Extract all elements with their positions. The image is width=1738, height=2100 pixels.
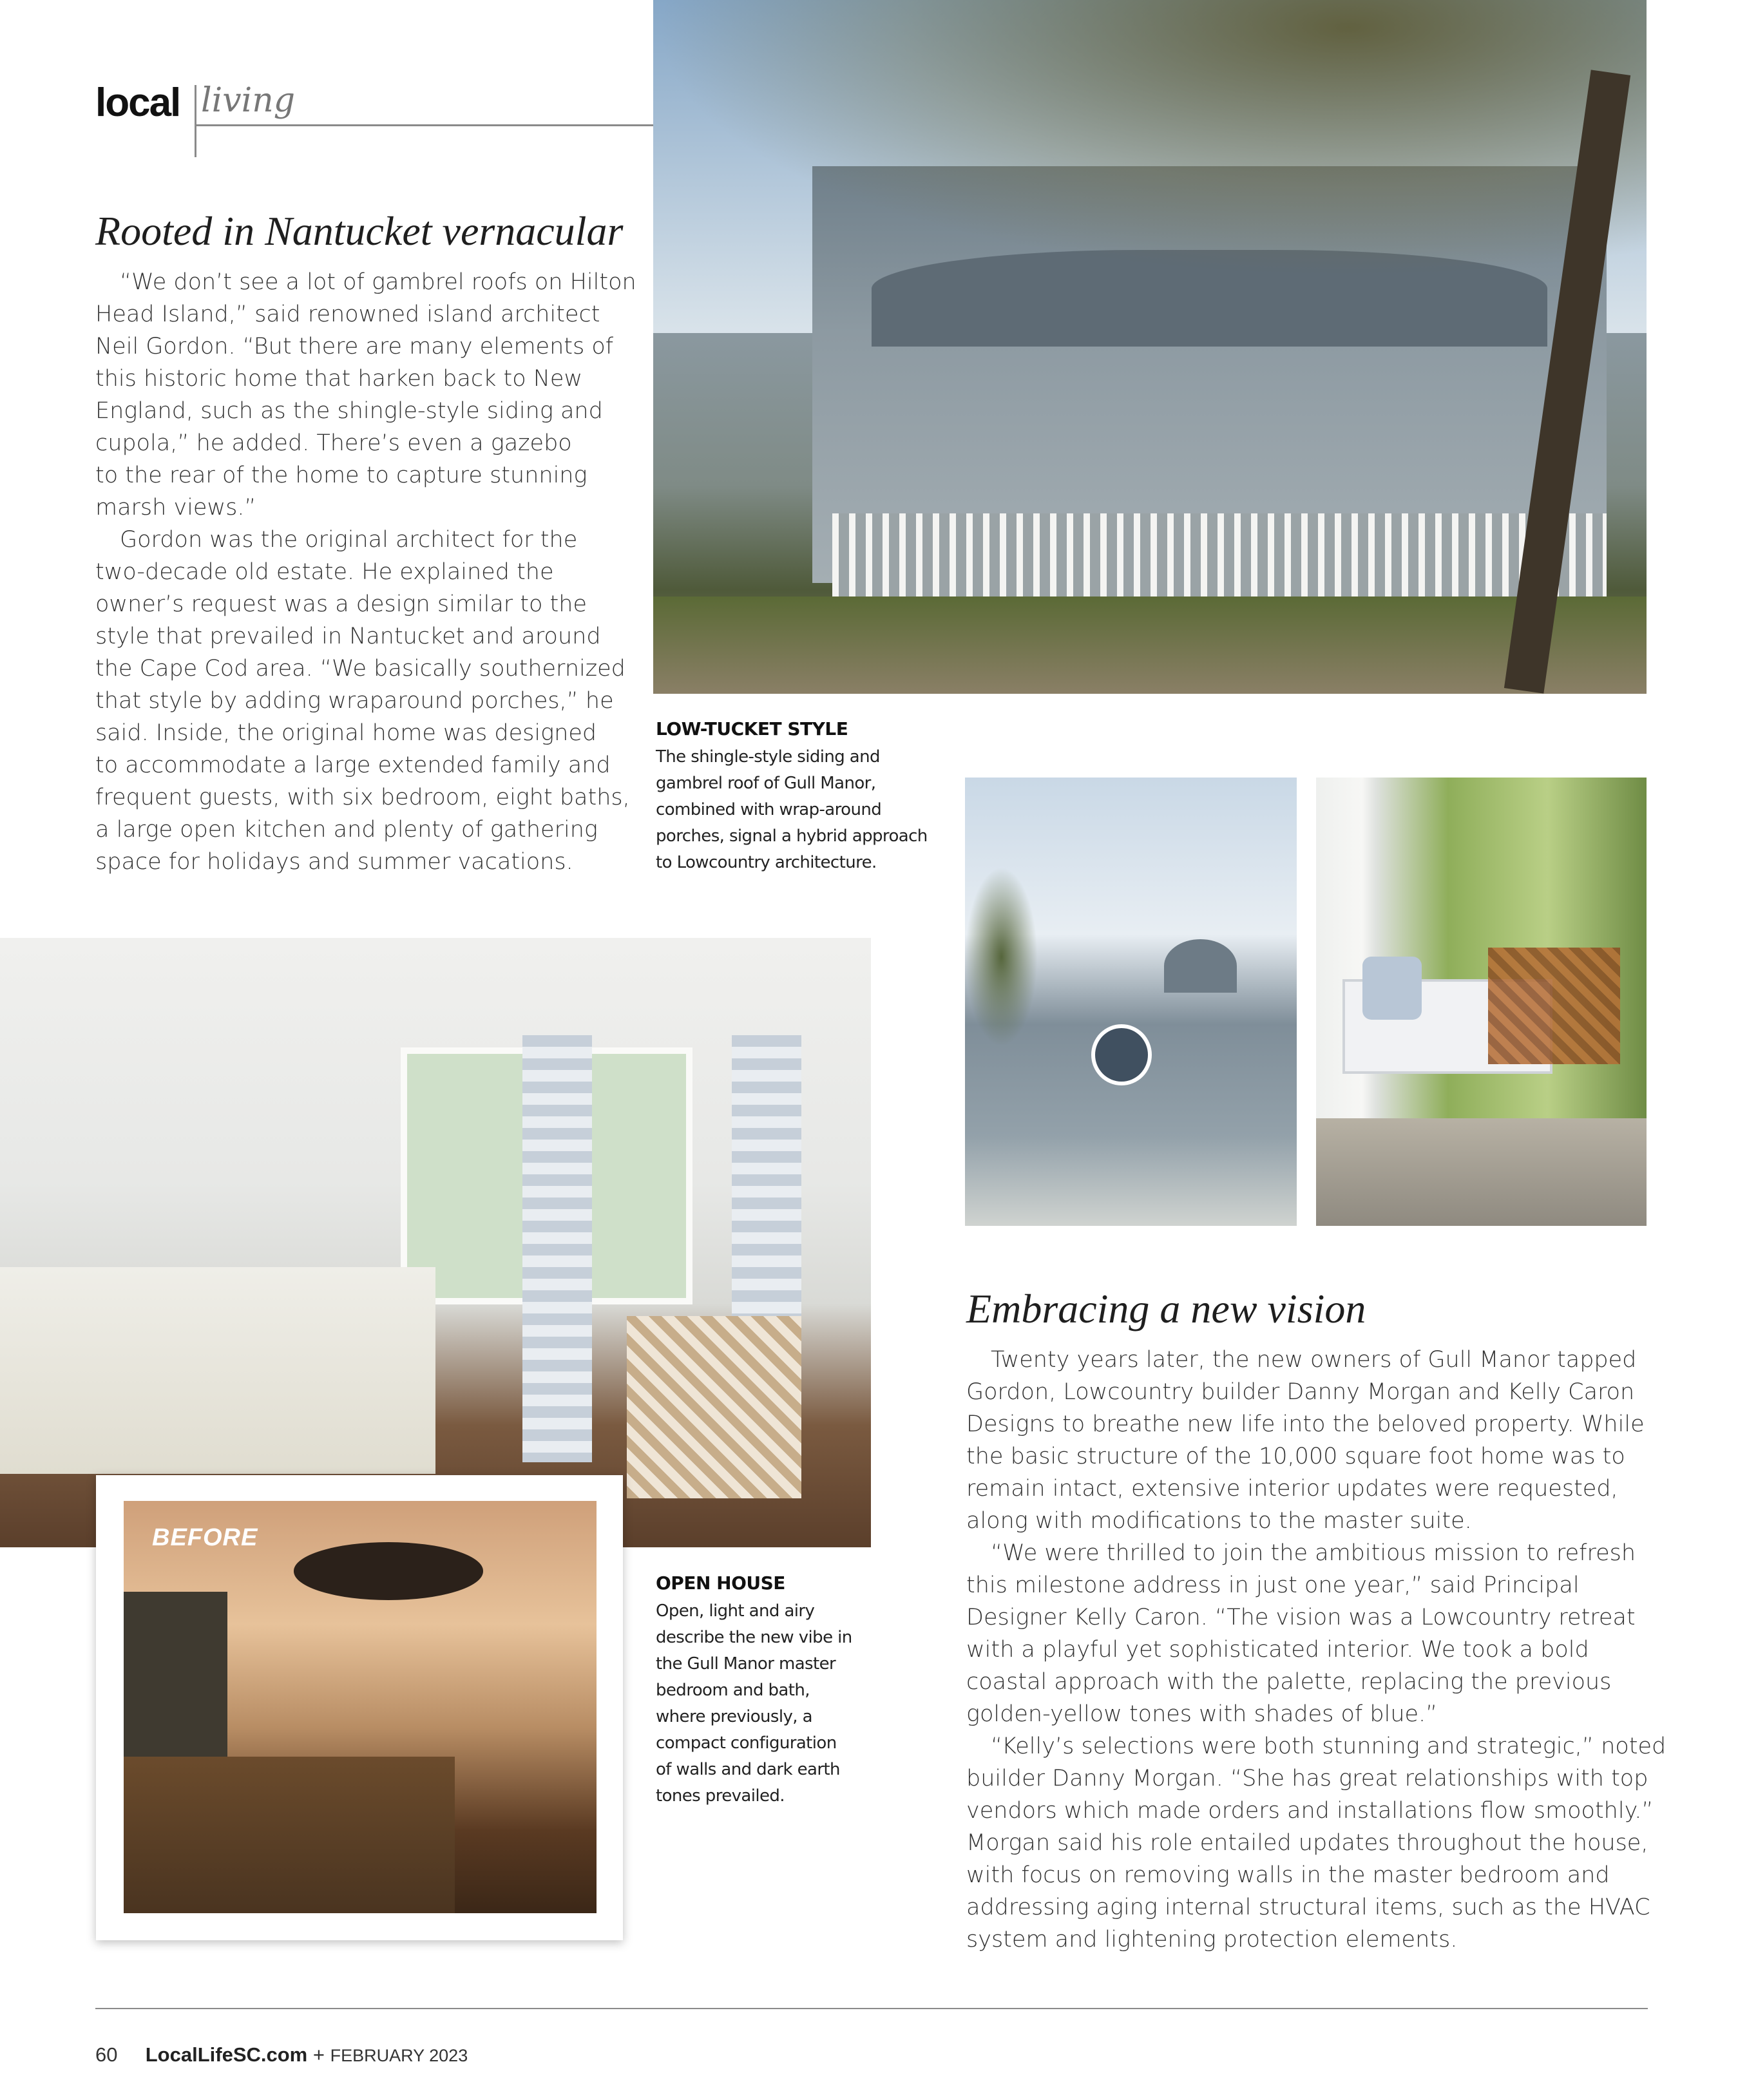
- footer-rule: [95, 2008, 1648, 2009]
- cupola-photo: [965, 778, 1297, 1226]
- body-line: the Cape Cod area. “We basically southernized: [95, 656, 625, 682]
- body-line: vendors which made orders and installations flow smoothly.”: [966, 1798, 1654, 1824]
- body-line: “We were thrilled to join the ambitious mission to refresh: [991, 1540, 1636, 1566]
- body-line: style that prevailed in Nantucket and around: [95, 624, 601, 649]
- caption-title-low-tucket: LOW-TUCKET STYLE: [656, 718, 848, 740]
- body-line: coastal approach with the palette, replacing the previous: [966, 1669, 1612, 1695]
- body-line: to the rear of the home to capture stunning: [95, 463, 587, 488]
- caption-line: gambrel roof of Gull Manor,: [656, 774, 876, 793]
- caption-line: where previously, a: [656, 1707, 812, 1726]
- caption-line: of walls and dark earth: [656, 1760, 840, 1779]
- body-line: owner’s request was a design similar to the: [95, 591, 587, 617]
- body-line: system and lightening protection elements.: [966, 1927, 1458, 1952]
- article-body-2: [966, 1344, 1666, 1956]
- article-body-1: [95, 266, 636, 878]
- caption-line: The shingle-style siding and: [656, 747, 880, 767]
- caption-line: describe the new vibe in: [656, 1628, 852, 1647]
- footer-site-link[interactable]: LocalLifeSC.com: [145, 2043, 308, 2066]
- body-line: marsh views.”: [95, 495, 256, 520]
- body-line: that style by adding wraparound porches,” he: [95, 688, 614, 714]
- body-line: England, such as the shingle-style siding and: [95, 398, 603, 424]
- exterior-photo: [653, 0, 1647, 694]
- body-line: “Kelly’s selections were both stunning and strategic,” noted: [991, 1733, 1666, 1759]
- before-label: BEFORE: [152, 1524, 258, 1551]
- body-line: remain intact, extensive interior updates were requested,: [966, 1476, 1618, 1502]
- body-line: “We don’t see a lot of gambrel roofs on Hilton: [120, 269, 636, 295]
- section-name: living: [201, 81, 296, 120]
- masthead-divider: [195, 85, 196, 157]
- masthead-rule: [195, 124, 653, 126]
- body-line: Designs to breathe new life into the beloved property. While: [966, 1411, 1645, 1437]
- body-line: two-decade old estate. He explained the: [95, 559, 554, 585]
- body-line: Gordon was the original architect for the: [120, 527, 578, 553]
- caption-open-house: [656, 1598, 852, 1809]
- caption-line: to Lowcountry architecture.: [656, 853, 877, 872]
- body-line: with a playful yet sophisticated interior. We took a bold: [966, 1637, 1589, 1663]
- master-bedroom-photo: [0, 938, 871, 1547]
- caption-line: Open, light and airy: [656, 1601, 815, 1621]
- body-line: frequent guests, with six bedroom, eight baths,: [95, 785, 630, 810]
- body-line: addressing aging internal structural items, such as the HVAC: [966, 1895, 1650, 1920]
- body-line: the basic structure of the 10,000 square foot home was to: [966, 1444, 1625, 1469]
- body-line: Neil Gordon. “But there are many elements of: [95, 334, 614, 359]
- body-line: Designer Kelly Caron. “The vision was a Lowcountry retreat: [966, 1605, 1636, 1630]
- body-line: golden-yellow tones with shades of blue.”: [966, 1701, 1438, 1727]
- brand-logo: local: [95, 81, 180, 125]
- body-line: builder Danny Morgan. “She has great relationships with top: [966, 1766, 1648, 1791]
- section-heading-nantucket: Rooted in Nantucket vernacular: [95, 208, 624, 254]
- caption-line: porches, signal a hybrid approach: [656, 826, 928, 846]
- body-line: Gordon, Lowcountry builder Danny Morgan and Kelly Caron: [966, 1379, 1635, 1405]
- body-line: Head Island,” said renowned island architect: [95, 301, 600, 327]
- before-photo: [124, 1501, 597, 1913]
- body-line: to accommodate a large extended family and: [95, 752, 611, 778]
- body-line: Morgan said his role entailed updates throughout the house,: [966, 1830, 1648, 1856]
- caption-line: tones prevailed.: [656, 1786, 785, 1806]
- body-line: a large open kitchen and plenty of gathering: [95, 817, 598, 843]
- page-number: 60: [95, 2043, 118, 2066]
- footer-separator: +: [312, 2043, 325, 2066]
- caption-line: compact configuration: [656, 1733, 837, 1753]
- body-line: this historic home that harken back to New: [95, 366, 583, 392]
- body-line: Twenty years later, the new owners of Gull Manor tapped: [991, 1347, 1637, 1373]
- footer-issue: FEBRUARY 2023: [330, 2046, 468, 2065]
- body-line: said. Inside, the original home was designed: [95, 720, 597, 746]
- body-line: with focus on removing walls in the master bedroom and: [966, 1862, 1610, 1888]
- caption-low-tucket: [656, 744, 928, 876]
- body-line: cupola,” he added. There’s even a gazebo: [95, 430, 572, 456]
- section-heading-new-vision: Embracing a new vision: [966, 1286, 1366, 1332]
- caption-line: the Gull Manor master: [656, 1654, 836, 1674]
- body-line: this milestone address in just one year,” said Principal: [966, 1572, 1580, 1598]
- caption-line: combined with wrap-around: [656, 800, 882, 819]
- footer: [95, 2043, 468, 2067]
- porch-swing-photo: [1316, 778, 1647, 1226]
- body-line: space for holidays and summer vacations.: [95, 849, 573, 875]
- caption-title-open-house: OPEN HOUSE: [656, 1572, 785, 1594]
- body-line: along with modifications to the master suite.: [966, 1508, 1472, 1534]
- caption-line: bedroom and bath,: [656, 1681, 810, 1700]
